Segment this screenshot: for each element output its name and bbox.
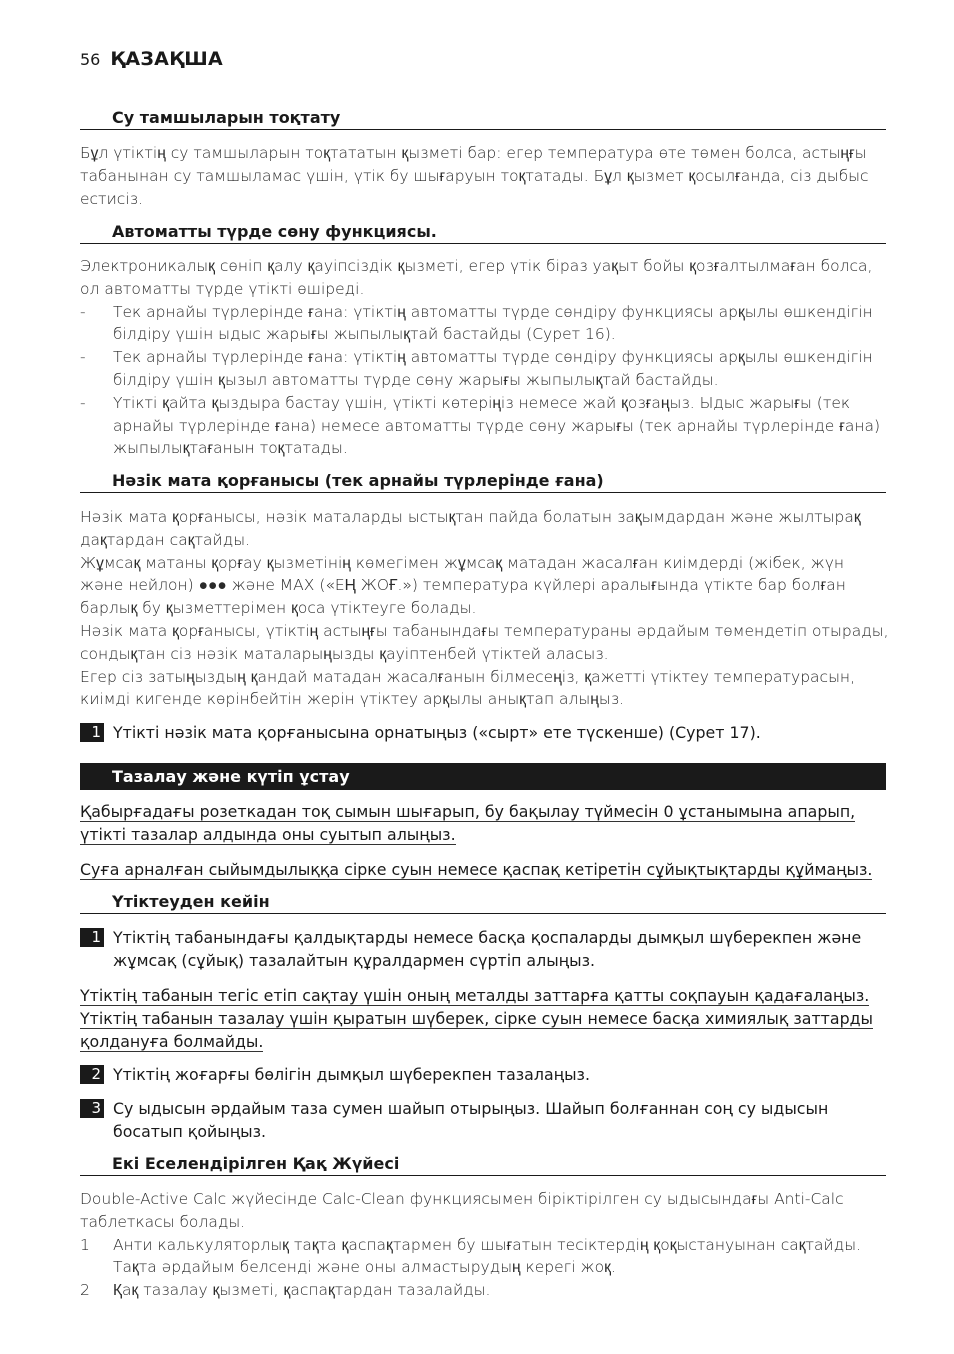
paragraph: Электроникалық сөніп қалу қауіпсіздік қызметі, егер үтік біраз уақыт бойы қозғалтылмаған болса, ол автоматты түрде үтікті өшіреді. (80, 257, 873, 298)
list-marker: - (80, 302, 86, 321)
list-item-text: Тек арнайы түрлерінде ғана: үтіктің автоматты түрде сөндіру функциясы арқылы өшкендігін білдіру үшін ыдыс жарығы жыпылықтай бастайды (Сурет 16). (113, 302, 873, 344)
step-item (80, 1097, 890, 1143)
section-heading-delicate-fabric: Нәзік мата қорғанысы (тек арнайы түрлерінде ғана) (80, 471, 886, 493)
section-heading-drip-stop: Су тамшыларын тоқтату (80, 108, 886, 130)
section-body-drip-stop (80, 142, 890, 210)
step-item (80, 926, 890, 972)
step-number-badge: 3 (80, 1099, 104, 1118)
paragraph: Бұл үтіктің су тамшыларын тоқтататын қызметі бар: егер температура өте төмен болса, астыңғы табанынан су тамшыламас үшін, үтік бу шығаруын тоқтатады. Бұл қызмет қосылғанда, сіз дыбыс естисіз. (80, 144, 869, 208)
language-title: ҚАЗАҚША (110, 48, 223, 70)
paragraph: Нәзік мата қорғанысы, нәзік маталарды ыстықтан пайда болатын зақымдардан және жылтырақ дақтардан сақтайды. (80, 508, 861, 549)
warning-text (80, 984, 890, 1053)
step-text: Су ыдысын әрдайым таза сумен шайып отырыңыз. Шайып болғаннан соң су ыдысын босатып қойыңыз. (113, 1099, 829, 1141)
paragraph: Нәзік мата қорғанысы, үтіктің астыңғы табанындағы температураны әрдайым төмендетіп отырады, сондықтан сіз нәзік маталарыңызды қауіптенбей үтіктей аласыз. (80, 621, 889, 663)
step-text: Үтіктің табанындағы қалдықтарды немесе басқа қоспаларды дымқыл шүберекпен және жұмсақ (сұйық) тазалайтын құралдармен сүртіп алыңыз. (113, 928, 862, 970)
section-heading-after-ironing: Үтіктеуден кейін (80, 892, 886, 914)
section-body-auto-off (80, 255, 890, 460)
list-item-text: Тек арнайы түрлерінде ғана: үтіктің автоматты түрде сөндіру функциясы арқылы өшкендігін білдіру үшін қызыл автоматты түрде сөну жарығы жыпылықтай бастайды. (113, 348, 873, 389)
section-body-delicate-fabric (80, 506, 890, 711)
section-body-double-calc (80, 1188, 890, 1302)
step-item (80, 1063, 890, 1086)
page-number: 56 (80, 50, 101, 69)
list-item-text: Анти калькуляторлық тақта қаспақтармен бу шығатын тесіктердің қоқыстануынан сақтайды. Тақта әрдайым белсенді және оны алмастырудың керегі жоқ. (113, 1235, 862, 1277)
list-item (80, 346, 890, 392)
warning-underlined: Үтіктің табанын тегіс етіп сақтау үшін оның металды заттарға қатты соқпауын қадағалаңыз. Үтіктің табанын тазалау үшін қыратын шүберек, сірке суын немесе басқа химиялық заттарды қолдануға болмайды. (80, 986, 873, 1051)
step-item (80, 721, 890, 744)
list-marker: 2 (80, 1281, 90, 1300)
list-item-text: Қақ тазалау қызметі, қаспақтардан тазалайды. (113, 1281, 491, 1300)
list-marker: 1 (80, 1235, 90, 1254)
list-marker: - (80, 393, 86, 412)
step-number-badge: 1 (80, 723, 104, 742)
paragraph: Егер сіз затыңыздың қандай матадан жасалғанын білмесеңіз, қажетті үтіктеу температурасын, киімді кигенде көрінбейтін жерін үтіктеу арқылы анықтап алыңыз. (80, 667, 855, 709)
list-item (80, 1279, 890, 1302)
list-item (80, 1234, 890, 1280)
list-marker: - (80, 348, 86, 367)
section-heading-cleaning: Тазалау және күтіп ұстау (80, 763, 886, 790)
step-text: Үтікті нәзік мата қорғанысына орнатыңыз («сырт» ете түскенше) (Сурет 17). (113, 723, 761, 742)
step-text: Үтіктің жоғарғы бөлігін дымқыл шүберекпен тазалаңыз. (113, 1065, 590, 1084)
warning-underlined: Қабырғадағы розеткадан тоқ сымын шығарып, бу бақылау түймесін 0 ұстанымына апарып, үтікті тазалар алдында оны суытып алыңыз. (80, 802, 856, 844)
list-item (80, 392, 890, 460)
warning-text (80, 800, 890, 846)
warning-text (80, 858, 890, 881)
step-number-badge: 2 (80, 1065, 104, 1084)
paragraph: Double-Active Calc жүйесінде Calc-Clean функциясымен біріктірілген су ыдысындағы Anti-Calc таблеткасы болады. (80, 1190, 844, 1231)
section-heading-double-calc: Екі Еселендірілген Қақ Жүйесі (80, 1154, 886, 1176)
page-header (80, 48, 223, 70)
list-item-text: Үтікті қайта қыздыра бастау үшін, үтікті көтеріңіз немесе жай қозғаңыз. Ыдыс жарығы (тек арнайы түрлерінде ғана) немесе автоматты түрде сөну жарығы (тек арнайы түрлерінде ғана) жыпылықтағанын тоқтатады. (113, 393, 881, 458)
section-heading-auto-off: Автоматты түрде сөну функциясы. (80, 222, 886, 244)
warning-underlined: Суға арналған сыйымдылыққа сірке суын немесе қаспақ кетіретін сұйықтықтарды құймаңыз. (80, 860, 873, 879)
list-item (80, 301, 890, 347)
step-number-badge: 1 (80, 928, 104, 947)
paragraph: Жұмсақ матаны қорғау қызметінің көмегімен жұмсақ матадан жасалған киімдерді (жібек, жүн және нейлон) ●●● және MAX («ЕҢ ЖОҒ.») температура күйлері аралығында үтікте бар болған барлық бу қызметтерімен қоса үтіктеуге болады. (80, 553, 846, 618)
